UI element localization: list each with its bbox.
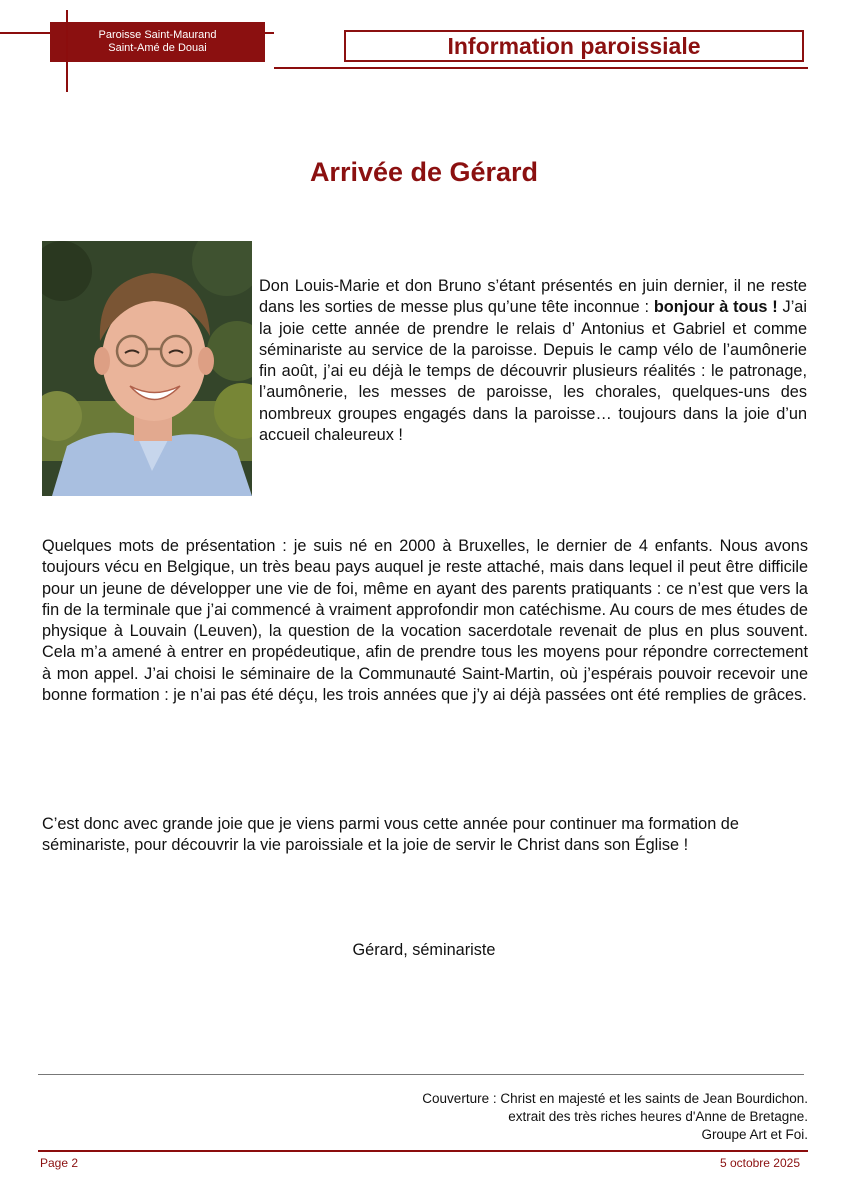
- footer-separator: [38, 1074, 804, 1075]
- footer-rule: [38, 1150, 808, 1152]
- closing-paragraph: C’est donc avec grande joie que je viens parmi vous cette année pour continuer ma formation de séminariste, pour découvrir la vie paroissiale et la joie de servir le Christ dans son Église !: [42, 815, 739, 855]
- article-title: Arrivée de Gérard: [309, 157, 539, 187]
- credit-line-3: Groupe Art et Foi.: [701, 1127, 808, 1142]
- header-rule: [274, 67, 808, 69]
- intro-text-rest: J’ai la joie cette année de prendre le relais d’ Antonius et Gabriel et comme séminariste au service de la paroisse. Depuis le camp vélo de l’aumônerie fin août, j’ai eu déjà le temps de découvrir plusieurs réalités : le patronage, l’aumônerie, les messes de paroisse, les chorales, quelques-uns des nombreux groupes engagés dans la paroisse… toujours dans la joie d’un accueil chaleureux !: [259, 298, 807, 445]
- intro-text-start: Don Louis-Marie et don Bruno s’étant présentés en juin dernier, il ne reste dans les sorties de messe plus qu’une tête inconnue :: [259, 277, 807, 317]
- bulletin-title: Information paroissiale: [344, 30, 804, 62]
- page-number: Page 2: [40, 1156, 79, 1170]
- intro-greeting: bonjour à tous !: [653, 298, 778, 317]
- signature: Gérard, séminariste: [352, 941, 496, 959]
- parish-name-line1: Paroisse Saint-Maurand: [98, 29, 217, 41]
- intro-paragraph: [259, 276, 807, 446]
- cover-credits: [422, 1090, 808, 1144]
- page-date: 5 octobre 2025: [719, 1156, 800, 1170]
- parish-name-box: [50, 22, 265, 62]
- credit-line-2: extrait des très riches heures d'Anne de Bretagne.: [508, 1109, 808, 1124]
- presentation-paragraph: Quelques mots de présentation : je suis né en 2000 à Bruxelles, le dernier de 4 enfants. Nous avons toujours vécu en Belgique, un très beau pays auquel je reste attaché, mais dans lequel il peut être difficile pour un jeune de développer une vie de foi, même en ayant des parents pratiquants : ce n’est que vers la fin de la terminale que j’ai commencé à vraiment approfondir mon catéchisme. Au cours de mes études de physique à Louvain (Leuven), la question de la vocation sacerdotale revenait de plus en plus souvent. Cela m’a amené à entrer en propédeutique, afin de prendre tous les moyens pour répondre correctement à mon appel. J’ai choisi le séminaire de la Communauté Saint-Martin, où j’espérais pouvoir recevoir une bonne formation : je n’ai pas été déçu, les trois années que j’y ai déjà passées ont été remplies de grâces.: [42, 537, 808, 705]
- parish-name-line2: Saint-Amé de Douai: [108, 42, 207, 54]
- header-cross-vertical: [66, 10, 68, 92]
- credit-line-1: Couverture : Christ en majesté et les saints de Jean Bourdichon.: [422, 1091, 808, 1106]
- portrait-photo: [42, 241, 252, 496]
